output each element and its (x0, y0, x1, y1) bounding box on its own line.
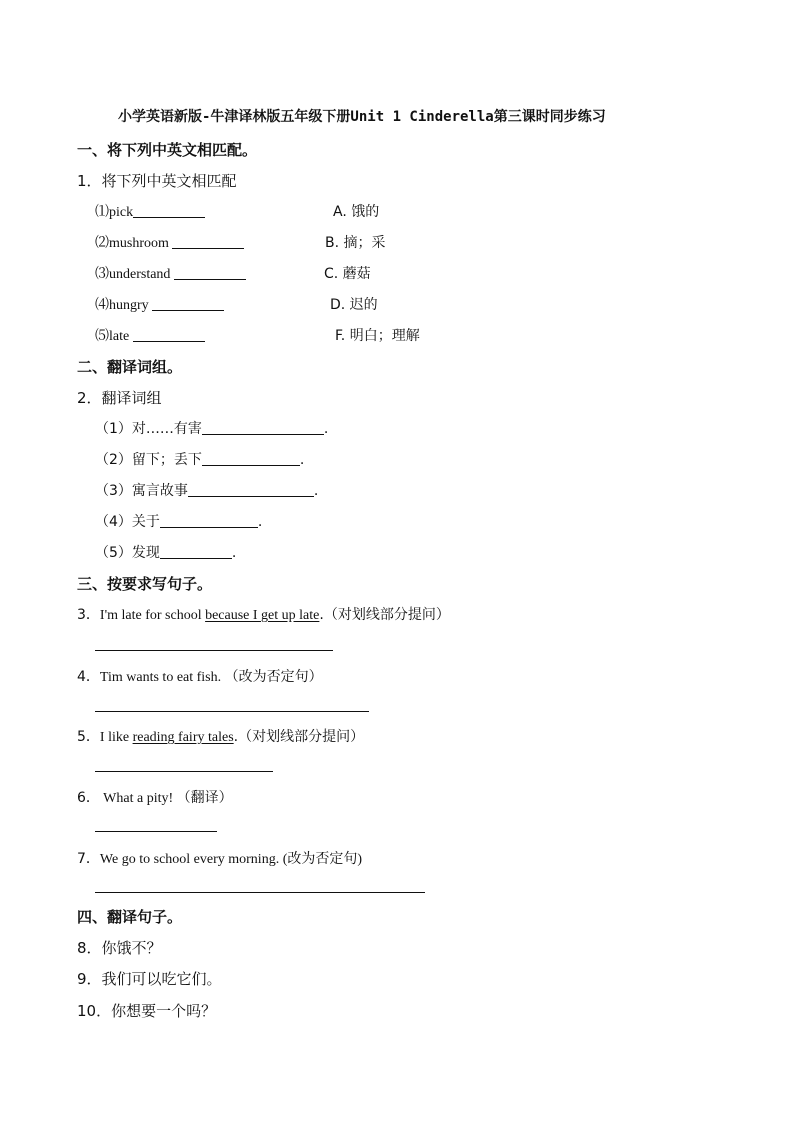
answer-line[interactable] (95, 831, 217, 832)
question-9: 9．我们可以吃它们。 (77, 970, 222, 988)
match-meaning-a: A. 饿的 (333, 204, 380, 220)
phrase-item-3: （3）寓言故事 . (95, 483, 319, 499)
question-1-prompt: 1．将下列中英文相匹配 (77, 172, 237, 190)
section-1-heading: 一、将下列中英文相匹配。 (77, 141, 258, 159)
section-3-heading: 三、按要求写句子。 (77, 575, 213, 593)
answer-blank[interactable] (160, 513, 258, 528)
match-word-1: ⑴pick (95, 201, 205, 221)
match-word-5: ⑸late (95, 325, 205, 345)
answer-blank[interactable] (133, 203, 205, 218)
question-10: 10．你想要一个吗？ (77, 1002, 217, 1020)
question-7: 7．We go to school every morning. (改为否定句) (77, 851, 363, 867)
phrase-item-5: （5）发现 . (95, 545, 237, 561)
match-word-4: ⑷hungry (95, 294, 224, 314)
match-word-3: ⑶understand (95, 263, 246, 283)
underlined-part: because I get up late (205, 608, 320, 623)
question-8: 8．你饿不？ (77, 939, 162, 957)
answer-blank[interactable] (172, 234, 244, 249)
answer-line[interactable] (95, 892, 425, 893)
match-meaning-b: B. 摘；采 (325, 235, 386, 251)
match-word-2: ⑵mushroom (95, 232, 244, 252)
match-meaning-f: F. 明白；理解 (335, 328, 420, 344)
section-2-heading: 二、翻译词组。 (77, 358, 183, 376)
answer-blank[interactable] (202, 420, 324, 435)
answer-blank[interactable] (174, 265, 246, 280)
answer-blank[interactable] (188, 482, 314, 497)
underlined-part: reading fairy tales (132, 730, 234, 745)
answer-blank[interactable] (160, 544, 232, 559)
answer-line[interactable] (95, 711, 369, 712)
section-4-heading: 四、翻译句子。 (77, 908, 183, 926)
answer-blank[interactable] (202, 451, 300, 466)
question-6: 6． What a pity! （翻译） (77, 790, 233, 806)
page-title: 小学英语新版-牛津译林版五年级下册Unit 1 Cinderella第三课时同步练习 (118, 109, 606, 125)
question-4: 4．Tim wants to eat fish. （改为否定句） (77, 669, 323, 685)
match-meaning-c: C. 蘑菇 (324, 266, 371, 282)
phrase-item-2: （2）留下；丢下 . (95, 452, 305, 468)
answer-line[interactable] (95, 771, 273, 772)
match-meaning-d: D. 迟的 (330, 297, 378, 313)
question-2-prompt: 2．翻译词组 (77, 389, 162, 407)
question-5: 5．I like reading fairy tales.（对划线部分提问） (77, 729, 365, 745)
phrase-item-1: （1）对……有害 . (95, 421, 329, 437)
answer-blank[interactable] (152, 296, 224, 311)
answer-line[interactable] (95, 650, 333, 651)
question-3: 3．I'm late for school because I get up late.（对划线部分提问） (77, 607, 450, 623)
phrase-item-4: （4）关于 . (95, 514, 263, 530)
answer-blank[interactable] (133, 327, 205, 342)
